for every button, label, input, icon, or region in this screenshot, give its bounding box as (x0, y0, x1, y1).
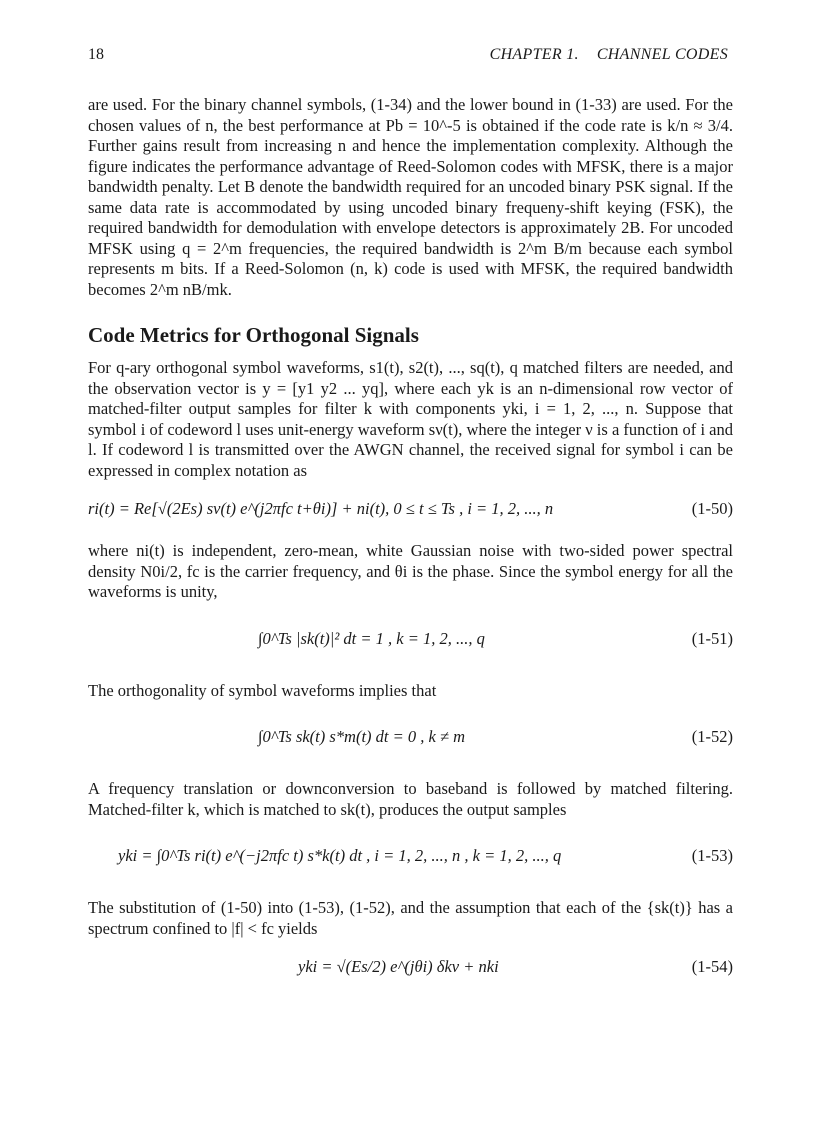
equation-body: yki = √(Es/2) e^(jθi) δkν + nki (298, 957, 499, 976)
paragraph-1: are used. For the binary channel symbols, (1-34) and the lower bound in (1-33) are used. For the chosen values of n, the best performance at Pb = 10^-5 is obtained if the code rate is k/n ≈ 3/4. Further gains result from increasing n and hence the implementation complexity. Although the figure indicates the performance advantage of Reed-Solomon codes with MFSK, there is a major bandwidth penalty. Let B denote the bandwidth required for an uncoded binary PSK signal. If the same data rate is accommodated by using uncoded binary frequeny-shift keying (FSK), the required bandwidth for demodulation with envelope detectors is approximately 2B. For uncoded MFSK using q = 2^m frequencies, the required bandwidth is 2^m B/m because each symbol represents m bits. If a Reed-Solomon (n, k) code is used with MFSK, the required bandwidth becomes 2^m nB/mk. (88, 95, 733, 299)
equation-body: ∫0^Ts |sk(t)|² dt = 1 , k = 1, 2, ..., q (258, 628, 485, 648)
paragraph-5: A frequency translation or downconversion to baseband is followed by matched filtering. Matched-filter k, which is matched to sk(t), produces the output samples (88, 779, 733, 819)
page-body (88, 95, 733, 999)
paragraph-3: where ni(t) is independent, zero-mean, white Gaussian noise with two-sided power spectral density N0i/2, fc is the carrier frequency, and θi is the phase. Since the symbol energy for all the waveforms is unity, (88, 541, 733, 601)
equation-body: yki = ∫0^Ts ri(t) e^(−j2πfc t) s*k(t) dt , i = 1, 2, ..., n , k = 1, 2, ..., q (118, 846, 562, 865)
equation-number: (1-52) (691, 727, 733, 746)
running-header (490, 46, 728, 64)
page-header (88, 46, 728, 70)
equation-number: (1-54) (691, 957, 733, 976)
page-number: 18 (88, 46, 104, 63)
chapter-title: CHANNEL CODES (596, 46, 728, 63)
paragraph-6: The substitution of (1-50) into (1-53), (1-52), and the assumption that each of the {sk(t)} has a spectrum confined to |f| < fc yields (88, 898, 733, 938)
section-title: Code Metrics for Orthogonal Signals (88, 323, 419, 347)
chapter-label: CHAPTER 1. (489, 46, 579, 63)
equation-1-54 (88, 949, 733, 989)
equation-1-51 (88, 613, 733, 671)
equation-1-52 (88, 711, 733, 769)
paragraph-2: For q-ary orthogonal symbol waveforms, s1(t), s2(t), ..., sq(t), q matched filters are needed, and the observation vector is y = [y1 y2 ... yq], where each yk is an n-dimensional row vector of matched-filter output samples for filter k with components yki, i = 1, 2, ..., n. Suppose that symbol i of codeword l uses unit-energy waveform sν(t), where the integer ν is a function of i and l. If codeword l is transmitted over the AWGN channel, the received signal for symbol i can be expressed in complex notation as (88, 358, 733, 480)
equation-body: ∫0^Ts sk(t) s*m(t) dt = 0 , k ≠ m (258, 727, 466, 746)
equation-1-53 (88, 830, 733, 888)
equation-1-50 (88, 491, 733, 531)
equation-number: (1-51) (691, 628, 733, 648)
equation-number: (1-50) (691, 499, 733, 518)
paragraph-4: The orthogonality of symbol waveforms implies that (88, 680, 437, 700)
equation-number: (1-53) (691, 846, 733, 865)
equation-body: ri(t) = Re[√(2Es) sν(t) e^(j2πfc t+θi)] + ni(t), 0 ≤ t ≤ Ts , i = 1, 2, ..., n (88, 499, 554, 518)
